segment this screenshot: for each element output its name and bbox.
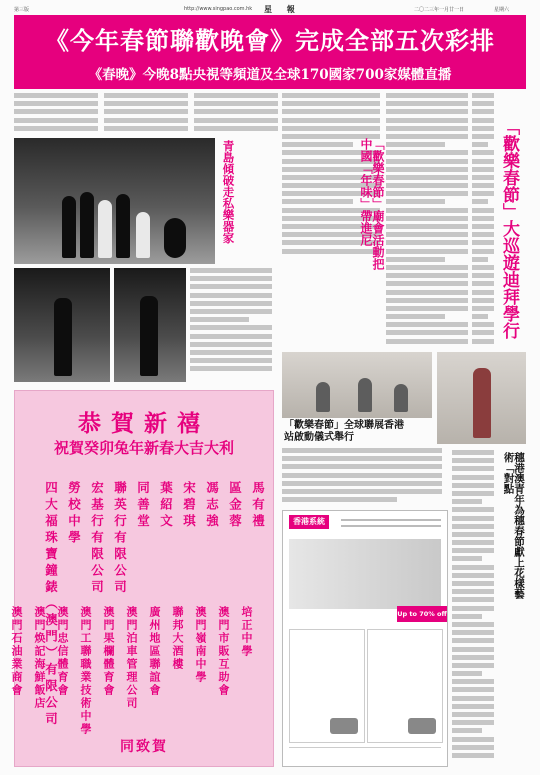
headline-hk-exhibit: 「歡樂春節」全球聯展香港站啟動儀式舉行 (284, 420, 404, 443)
article-text-3 (194, 93, 278, 135)
greeting-name-upper: 馬有禮 (250, 481, 266, 531)
greeting-name-lower: 澳門嶺南中學 (194, 606, 207, 684)
headline-youth: 穗港澳青年為穗春節獻上花樣藝術「對點 (502, 452, 525, 599)
greeting-name-lower: 澳門泊車管理公司 (125, 606, 138, 710)
masthead: 星 報 (264, 5, 301, 14)
greeting-name-lower: 澳門石油業商會 (10, 606, 23, 697)
ad-promo: Up to 70% off (397, 606, 447, 622)
headline-qingdao: 青島傾破走私樂器家 (221, 140, 236, 244)
headline-banner (14, 15, 526, 89)
greeting-name-upper: 聯英行有限公司 (112, 481, 128, 597)
ad-panel-left (289, 629, 365, 743)
sub-headline: 《春晚》今晚8點央視等頻道及全球170國家700家媒體直播 (88, 67, 452, 83)
article-text-6 (386, 93, 468, 353)
greeting-ad (10, 390, 274, 767)
greeting-name-lower: 澳門忠信體育會 (56, 606, 69, 697)
article-text-4 (190, 268, 272, 382)
stage-photo (14, 138, 215, 264)
greeting-name-upper: 四大福珠寶鐘錶（澳門）有限公司 (43, 481, 59, 729)
hk-system-ad (282, 510, 448, 767)
ad-panel-right (367, 629, 443, 743)
issue-date: 二〇二三年一月廿一日 (414, 7, 465, 13)
weekday: 星期六 (494, 7, 510, 13)
article-text-8 (282, 448, 442, 506)
article-text-2 (104, 93, 188, 135)
exhibition-photo (282, 352, 432, 418)
greeting-name-upper: 同善堂 (135, 481, 151, 531)
singer-photo-1 (14, 268, 110, 382)
headline-miaohui: 「歡樂春節」廟會活動把中國「年味」帶進尼 (359, 138, 385, 270)
ad-photo (289, 539, 441, 609)
greeting-name-lower: 澳門市販互助會 (217, 606, 230, 697)
greeting-name-lower: 澳門果欄體育會 (102, 606, 115, 697)
greeting-name-upper: 葉紹文 (158, 481, 174, 531)
greeting-name-lower: 廣州地區聯誼會 (148, 606, 161, 697)
greeting-title: 恭賀新禧 (78, 410, 210, 437)
greeting-signature: 同致賀 (120, 739, 168, 755)
greeting-name-lower: 澳門工聯職業技術中學 (79, 606, 92, 736)
greeting-name-lower: 培正中學 (240, 606, 253, 658)
ad-footer (289, 747, 441, 762)
greeting-name-upper: 宏基行有限公司 (89, 481, 105, 597)
page-header (14, 4, 526, 14)
greeting-name-lower: 澳門焕記海鮮飯店 (33, 606, 46, 710)
page-number: 第三版 (14, 7, 30, 13)
headline-dubai: 「歡樂春節」大巡遊迪拜學行 (499, 118, 519, 339)
youth-photo (437, 352, 526, 444)
article-text-9 (452, 450, 494, 765)
greeting-name-upper: 勞校中學 (66, 481, 82, 547)
singer-photo-2 (114, 268, 186, 382)
ad-logo: 香港系統 (289, 515, 329, 529)
greeting-name-upper: 宋碧琪 (181, 481, 197, 531)
greeting-name-lower: 聯邦大酒樓 (171, 606, 184, 671)
article-text-1 (14, 93, 98, 135)
greeting-subtitle: 祝賀癸卯兔年新春大吉大利 (53, 439, 234, 457)
greeting-name-upper: 馮志強 (204, 481, 220, 531)
main-headline: 《今年春節聯歡晚會》完成全部五次彩排 (45, 27, 495, 55)
greeting-name-upper: 區金蓉 (227, 481, 243, 531)
website-url[interactable]: http://www.singpao.com.hk (184, 6, 253, 12)
article-text-7 (472, 93, 494, 353)
